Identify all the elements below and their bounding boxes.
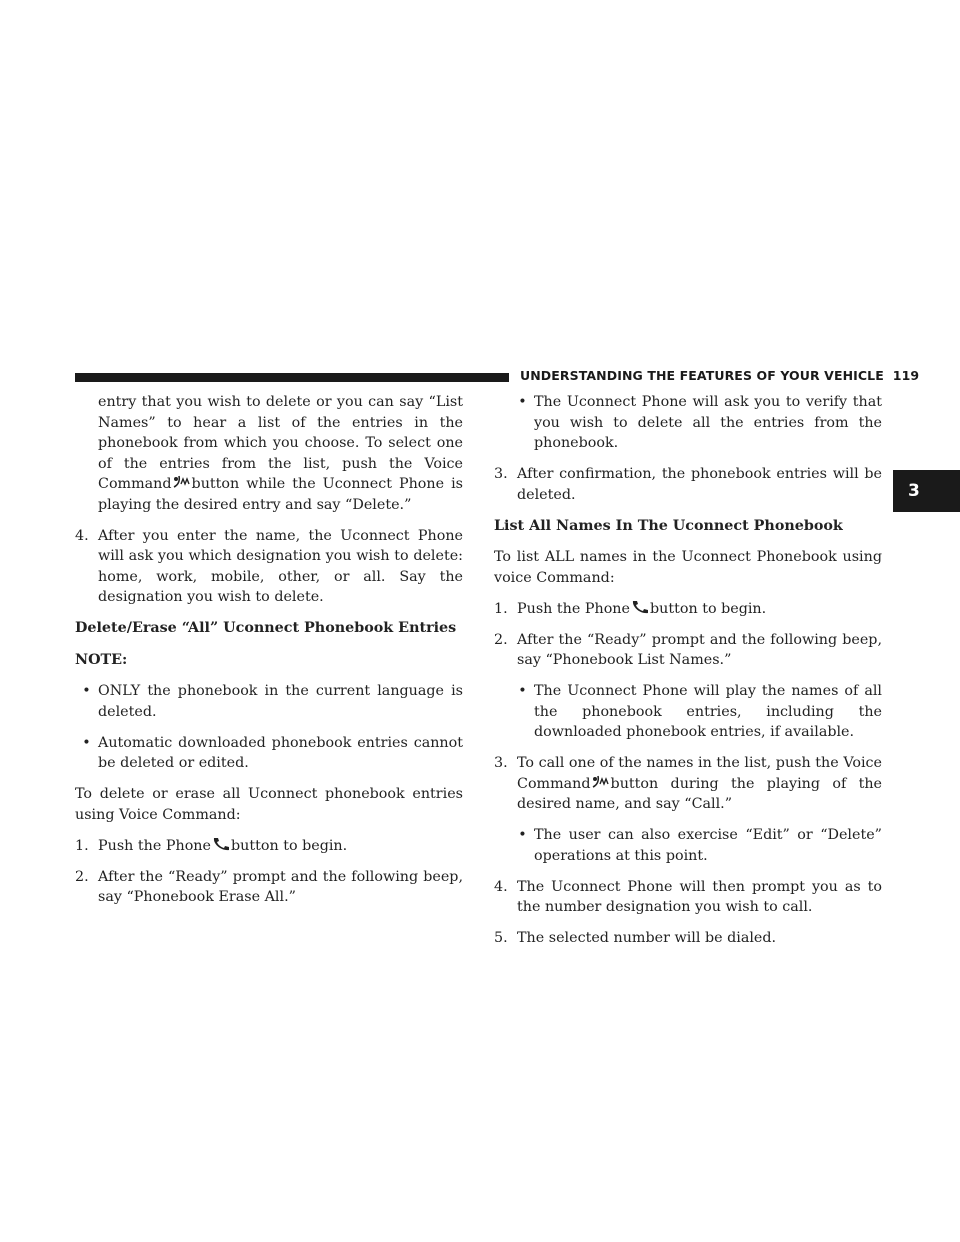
step-2: 2. After the “Ready” prompt and the following beep, say “Phonebook Erase All.”: [75, 868, 463, 905]
header-rule: [75, 373, 509, 382]
page-number: 119: [892, 368, 920, 383]
voice-command-icon: [591, 775, 611, 789]
step-1: 1. Push the Phone button to begin.: [75, 837, 348, 854]
note-bullet-2: • Automatic downloaded phonebook entries cannot be deleted or edited.: [82, 734, 463, 771]
continued-paragraph: entry that you wish to delete or you can say “List Names” to hear a list of the entries in the phonebook from which you choose. To select one of the entries from the list, push the Voice Command button while the Uconnect Phone is playing the desired entry and say “Delete.”: [98, 394, 463, 513]
right-column: [494, 392, 882, 959]
step-4: 4. After you enter the name, the Uconnect Phone will ask you which designation you wish to delete: home, work, mobile, other, or all. Say the designation you wish to delete.: [75, 527, 463, 605]
edit-bullet: • The user can also exercise “Edit” or “Delete” operations at this point.: [518, 827, 882, 864]
step-3: 3. After confirmation, the phonebook entries will be deleted.: [494, 466, 882, 503]
section-heading: Delete/Erase “All” Uconnect Phonebook Entries: [75, 620, 457, 636]
phone-icon: [211, 837, 231, 851]
verify-bullet: • The Uconnect Phone will ask you to verify that you wish to delete all the entries from the phonebook.: [518, 394, 882, 451]
note-label: NOTE:: [75, 651, 128, 668]
note-bullet-1: • ONLY the phonebook in the current language is deleted.: [82, 683, 463, 720]
left-column: [75, 392, 463, 918]
intro-paragraph-list: To list ALL names in the Uconnect Phonebook using voice Command:: [494, 549, 882, 586]
chapter-tab: 3: [893, 470, 960, 512]
play-bullet: • The Uconnect Phone will play the names of all the phonebook entries, including the downloaded phonebook entries, if available.: [518, 683, 882, 740]
step-4-list: 4. The Uconnect Phone will then prompt you as to the number designation you wish to call.: [494, 878, 882, 915]
section-heading-list: List All Names In The Uconnect Phonebook: [494, 517, 843, 534]
step-3-list: 3. To call one of the names in the list, push the Voice Command button during the playing of the desired name, and say “Call.”: [494, 755, 882, 812]
step-5-list: 5. The selected number will be dialed.: [494, 930, 777, 946]
step-1-list: 1. Push the Phone button to begin.: [494, 600, 767, 617]
step-2-list: 2. After the “Ready” prompt and the following beep, say “Phonebook List Names.”: [494, 631, 882, 668]
running-header: [520, 368, 920, 383]
voice-command-icon: [172, 475, 192, 489]
section-title: UNDERSTANDING THE FEATURES OF YOUR VEHICLE: [520, 368, 884, 383]
phone-icon: [630, 600, 650, 614]
intro-paragraph: To delete or erase all Uconnect phonebook entries using Voice Command:: [75, 786, 463, 823]
